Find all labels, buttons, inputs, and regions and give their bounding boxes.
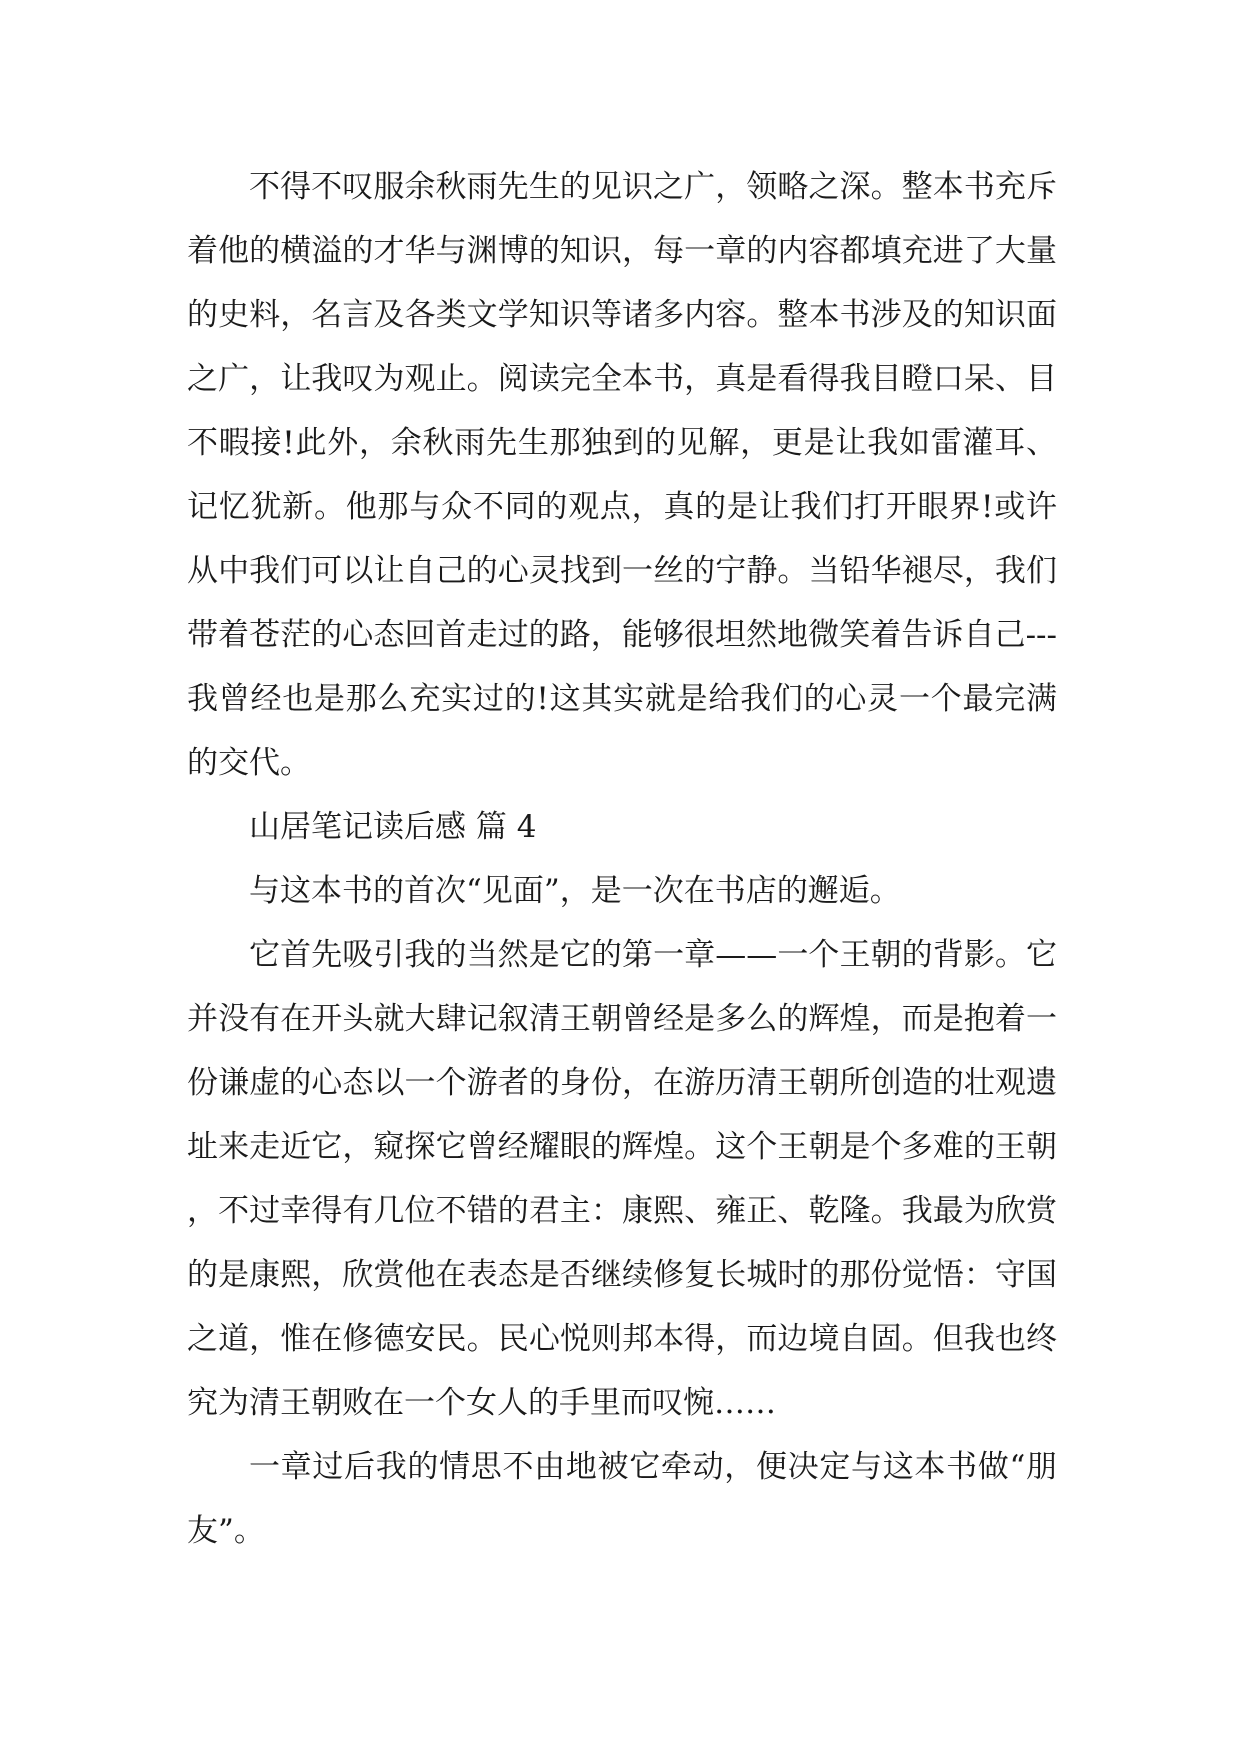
body-paragraph: 不得不叹服余秋雨先生的见识之广，领略之深。整本书充斥着他的横溢的才华与渊博的知识，每一章的内容都填充进了大量的史料，名言及各类文学知识等诸多内容。整本书涉及的知识面之广，让我叹为观止。阅读完全本书，真是看得我目瞪口呆、目不暇接!此外，余秋雨先生那独到的见解，更是让我如雷灌耳、记忆犹新。他那与众不同的观点，真的是让我们打开眼界!或许从中我们可以让自己的心灵找到一丝的宁静。当铅华褪尽，我们带着苍茫的心态回首走过的路，能够很坦然地微笑着告诉自己---我曾经也是那么充实过的!这其实就是给我们的心灵一个最完满的交代。 xyxy=(187,169,1057,781)
text-block-section-4 xyxy=(187,795,1057,1563)
text-block-top xyxy=(187,155,1057,795)
section-heading: 山居笔记读后感 篇 4 xyxy=(249,809,537,845)
body-paragraph: 与这本书的首次“见面”，是一次在书店的邂逅。 xyxy=(249,873,901,909)
body-paragraph: 一章过后我的情思不由地被它牵动，便决定与这本书做“朋友”。 xyxy=(187,1449,1057,1549)
body-paragraph: 它首先吸引我的当然是它的第一章——一个王朝的背影。它并没有在开头就大肆记叙清王朝曾经是多么的辉煌，而是抱着一份谦虚的心态以一个游者的身份，在游历清王朝所创造的壮观遗址来走近它，窥探它曾经耀眼的辉煌。这个王朝是个多难的王朝，不过幸得有几位不错的君主：康熙、雍正、乾隆。我最为欣赏的是康熙，欣赏他在表态是否继续修复长城时的那份觉悟：守国之道，惟在修德安民。民心悦则邦本得，而边境自固。但我也终究为清王朝败在一个女人的手里而叹惋…… xyxy=(187,937,1057,1421)
